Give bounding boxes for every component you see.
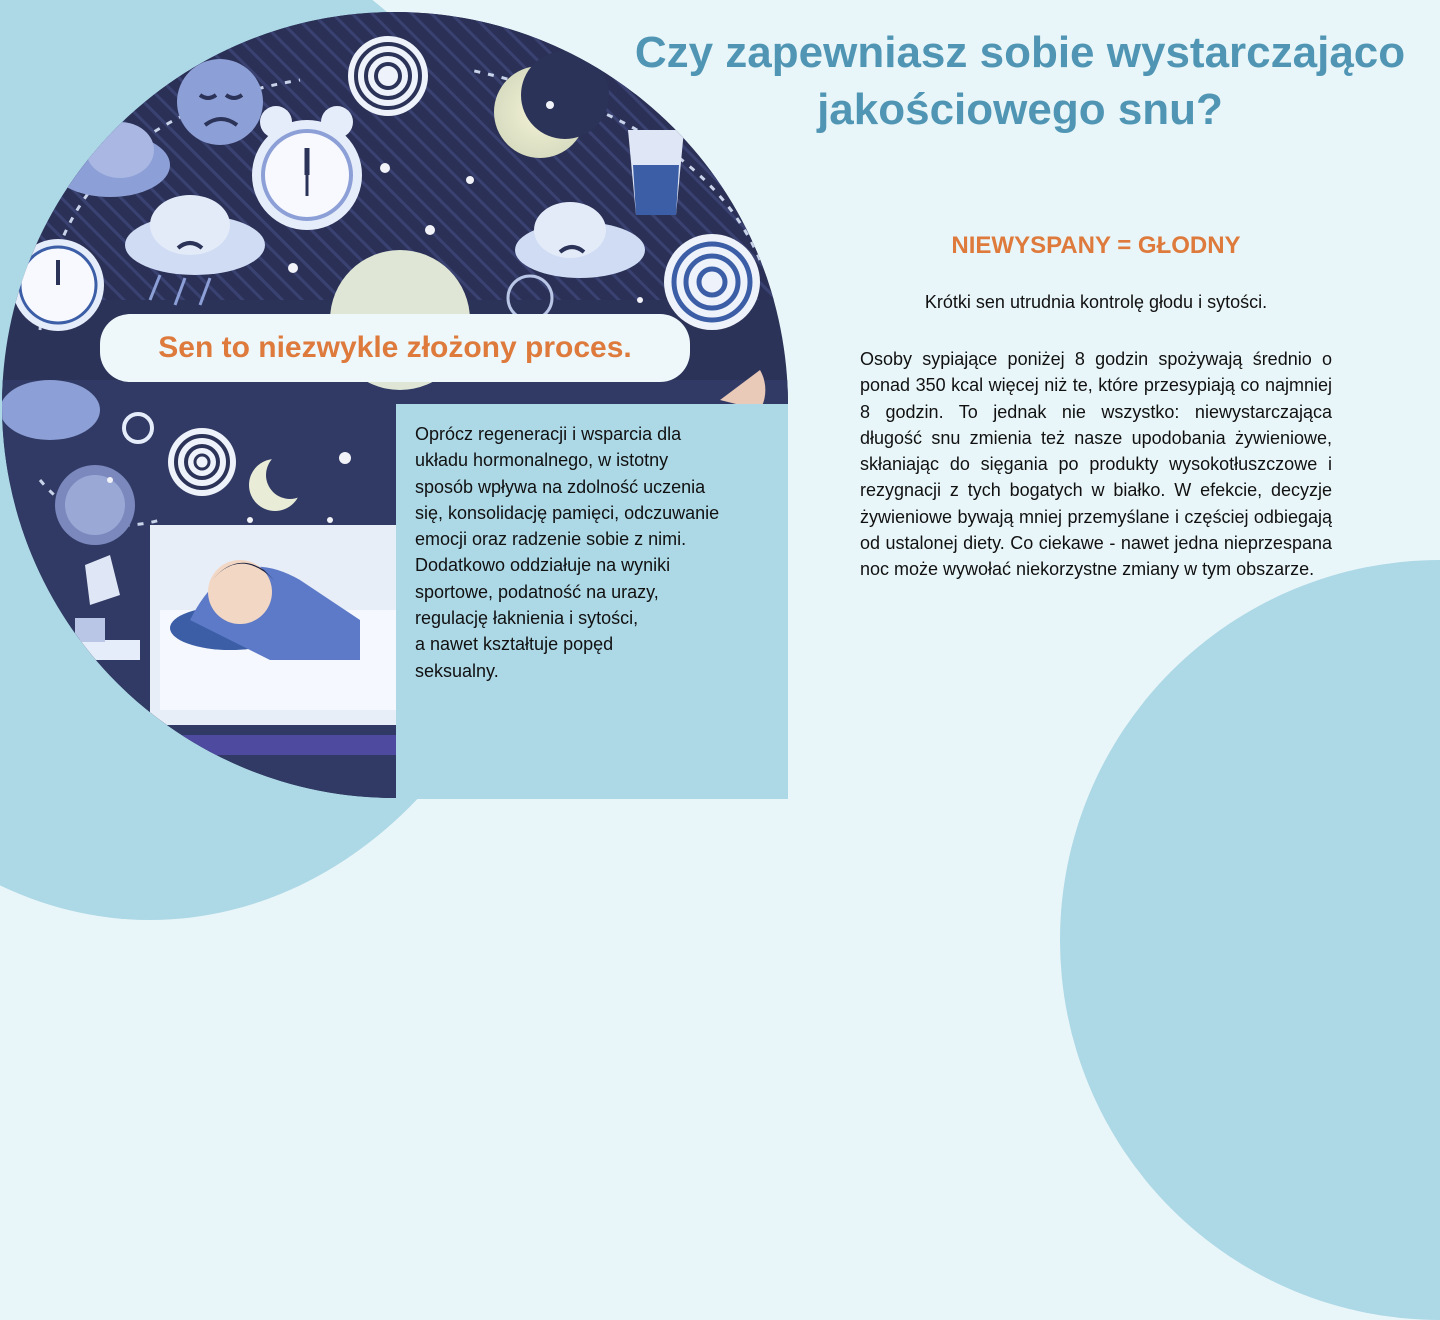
clock-icon xyxy=(12,239,104,331)
spiral-icon xyxy=(168,428,236,496)
section-lead: Krótki sen utrudnia kontrolę głodu i sytości. xyxy=(924,292,1268,312)
spiral-icon xyxy=(348,36,428,116)
page-title: Czy zapewniasz sobie wystarczająco jakościowego snu? xyxy=(634,28,1406,134)
sad-face-icon xyxy=(177,59,263,145)
glass-icon xyxy=(628,130,684,215)
alarm-clock-icon xyxy=(252,106,362,230)
section-heading: NIEWYSPANY = GŁODNY xyxy=(951,232,1241,259)
caption-box xyxy=(100,314,690,382)
clock-icon xyxy=(55,465,135,545)
caption-text: Sen to niezwykle złożony proces. xyxy=(158,331,632,364)
cloud-icon xyxy=(0,380,100,440)
section-body: Osoby sypiające poniżej 8 godzin spożywają średnio o ponad 350 kcal więcej niż te, które przesypiają co najmniej 8 godzin. To jednak nie wszystko: niewystarczająca długość snu zmienia też nasze upodobania żywieniowe, skłaniając do sięgania po produkty wysokotłuszczowe i rezygnacji z tych bogatych w białko. W efekcie, decyzje żywieniowe bywają mniej przemyślane i częściej odbiegają od ustalonej diety. Co ciekawe - nawet jedna nieprzespana noc może wywołać niekorzystne zmiany w tym obszarze. xyxy=(860,349,1332,580)
spiral-icon xyxy=(664,234,760,330)
info-text: Oprócz regeneracji i wsparcia dla układu hormonalnego, w istotny sposób wpływa na zdolność uczenia się, konsolidację pamięci, odczuwanie emocji oraz radzenie sobie z nimi. Dodatkowo oddziałuje na wyniki sportowe, podatność na urazy, regulację łaknienia i sytości, a nawet kształtuje popęd seksualny. xyxy=(415,424,720,681)
